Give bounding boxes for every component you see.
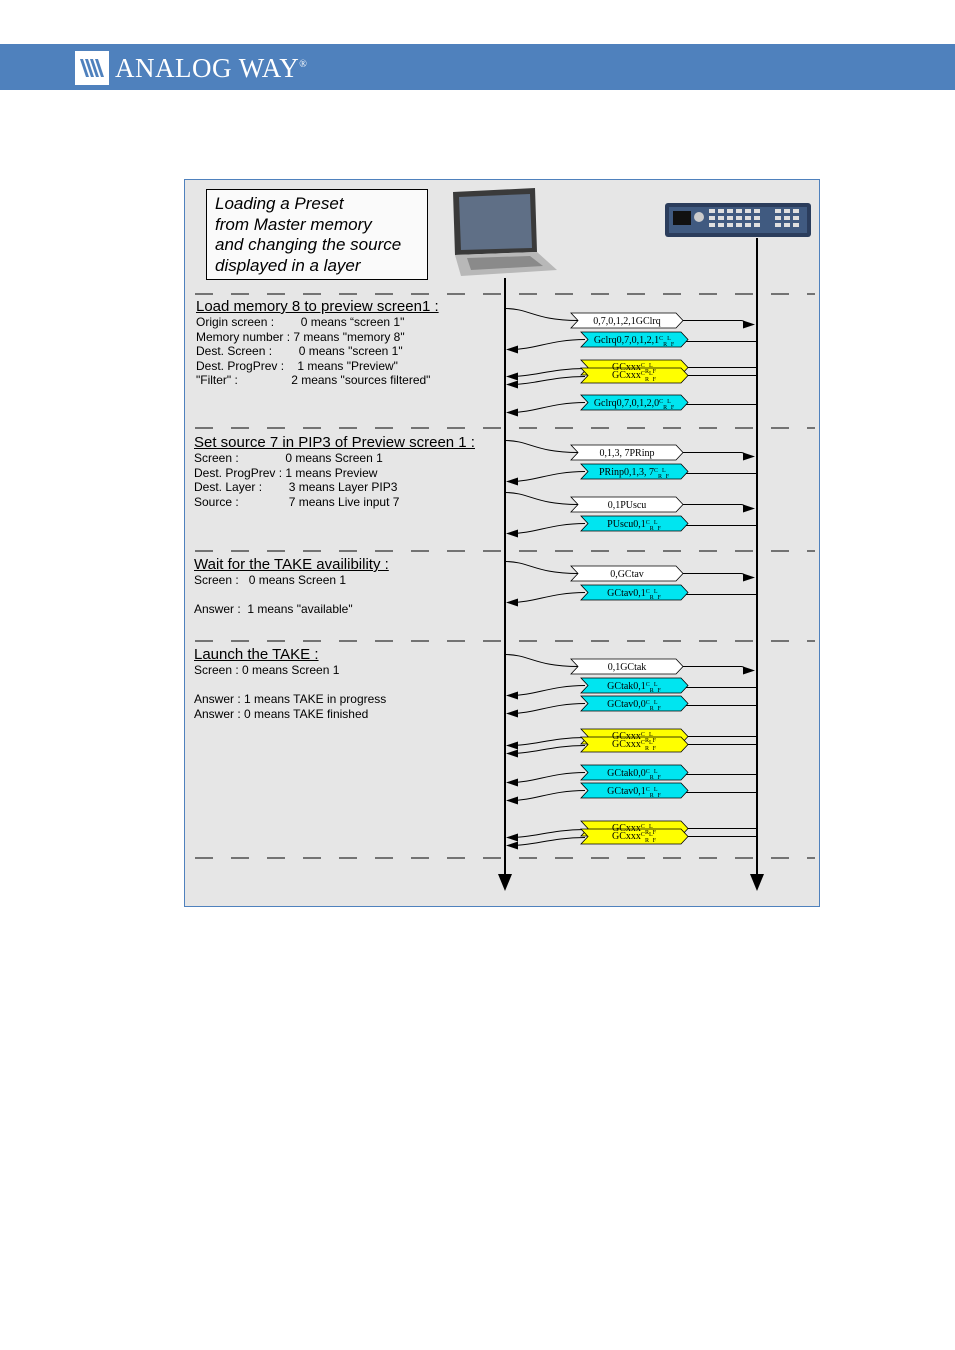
message-label-overlapped: GCxxx$^C_R^L_F$ [612,362,656,375]
section-heading: Set source 7 in PIP3 of Preview screen 1 : [194,434,475,451]
section-heading: Wait for the TAKE availibility : [194,556,389,573]
section-line: Source : 7 means Live input 7 [194,494,400,509]
device-lifeline [750,238,764,891]
title-line: Loading a Preset [215,194,344,213]
message-response [506,821,757,850]
section-line: Answer : 0 means TAKE finished [194,706,369,721]
message-response [506,360,757,389]
section-heading: Load memory 8 to preview screen1 : [196,298,439,315]
svg-text:GCtav0,1CRLF: $GCtav0,1^C_R^L_F$ [607,588,661,601]
diagram-title [206,189,428,280]
svg-text:GCtak0,1CRLF: $GCtak0,1^C_R^L_F$ [607,681,661,694]
svg-text:GCtav0,1CRLF: $GCtav0,1^C_R^L_F$ [607,786,661,799]
svg-text:0,1,3, 7PRinp: 0,1,3, 7PRinp [599,448,655,459]
sequence-diagram-canvas [185,180,821,908]
message-request [505,562,755,582]
message-response [506,395,757,417]
message-request [505,655,755,675]
svg-text:0,GCtav: 0,GCtav [610,569,644,580]
section-line: Dest. Screen : 0 means "screen 1" [196,344,403,358]
message-response [506,783,757,805]
svg-text:GCtak0,0CRLF: $GCtak0,0^C_R^L_F$ [607,768,661,781]
brand-logo-icon [75,51,109,85]
brand-name: ANALOG WAY® [115,52,308,83]
section-line: Dest. Layer : 3 means Layer PIP3 [194,480,398,494]
svg-text:0,1GCtak: 0,1GCtak [607,662,647,673]
message-request [505,309,755,329]
svg-text:Gclrq0,7,0,1,2,0CRLF: $Gclrq0,7,0,1,2,0^C_R^L_F$ [593,398,675,411]
section-line [194,588,389,603]
svg-text:Gclrq0,7,0,1,2,1CRLF: $Gclrq0,7,0,1,2,1^C_R^L_F$ [593,335,675,348]
section-heading: Launch the TAKE : [194,646,319,663]
section-line: "Filter" : 2 means "sources filtered" [196,373,431,387]
title-line: and changing the source [215,235,402,254]
section-wait-take [194,556,389,617]
message-request [505,493,755,513]
section-load-memory [196,298,439,388]
laptop-icon [453,188,557,276]
section-line: Screen : 0 means Screen 1 [194,451,383,465]
section-line [194,678,386,693]
message-response [506,729,757,758]
sequence-diagram [184,179,820,907]
section-line: Origin screen : 0 means “screen 1" [196,315,405,329]
svg-text:GCxxxCRLF: GCxxx$^C_R^L_F$ [612,739,656,752]
section-line: Dest. ProgPrev : 1 means Preview [194,465,378,480]
section-set-source [194,434,475,509]
svg-text:0,1PUscu: 0,1PUscu [607,500,647,511]
title-line: displayed in a layer [215,255,361,275]
svg-text:PUscu0,1CRLF: $PUscu0,1^C_R^L_F$ [607,519,661,532]
section-line: Dest. ProgPrev : 1 means "Preview" [196,358,398,373]
pc-lifeline [498,278,512,891]
svg-text:GCxxxCRLF: GCxxx$^C_R^L_F$ [612,831,656,844]
title-line: from Master memory [215,214,372,234]
message-response [506,585,757,607]
message-response [506,332,757,354]
svg-text:GCxxxCRLF: GCxxx$^C_R^L_F$ [612,370,656,383]
section-line: Screen : 0 means Screen 1 [194,573,347,587]
section-line: Answer : 1 means TAKE in progress [194,692,387,706]
message-label-overlapped: GCxxx$^C_R^L_F$ [612,731,656,744]
message-response [506,464,757,486]
video-processor-icon [665,203,811,237]
section-launch-take [194,646,386,721]
message-response [506,516,757,538]
brand-logo [75,50,307,86]
section-line: Screen : 0 means Screen 1 [194,663,340,677]
message-label-overlapped: GCxxx$^C_R^L_F$ [612,823,656,836]
svg-text:PRinp0,1,3, 7CRLF: PRinp0,1,3, $7^C_R^L_F$ [598,467,670,480]
section-line: Memory number : 7 means "memory 8" [196,329,405,344]
svg-text:GCtav0,0CRLF: $GCtav0,0^C_R^L_F$ [607,699,661,712]
section-line: Answer : 1 means "available" [194,602,353,616]
message-response [506,696,757,718]
svg-text:0,7,0,1,2,1GClrq: 0,7,0,1,2,1GClrq [593,316,661,327]
message-request [505,441,755,461]
